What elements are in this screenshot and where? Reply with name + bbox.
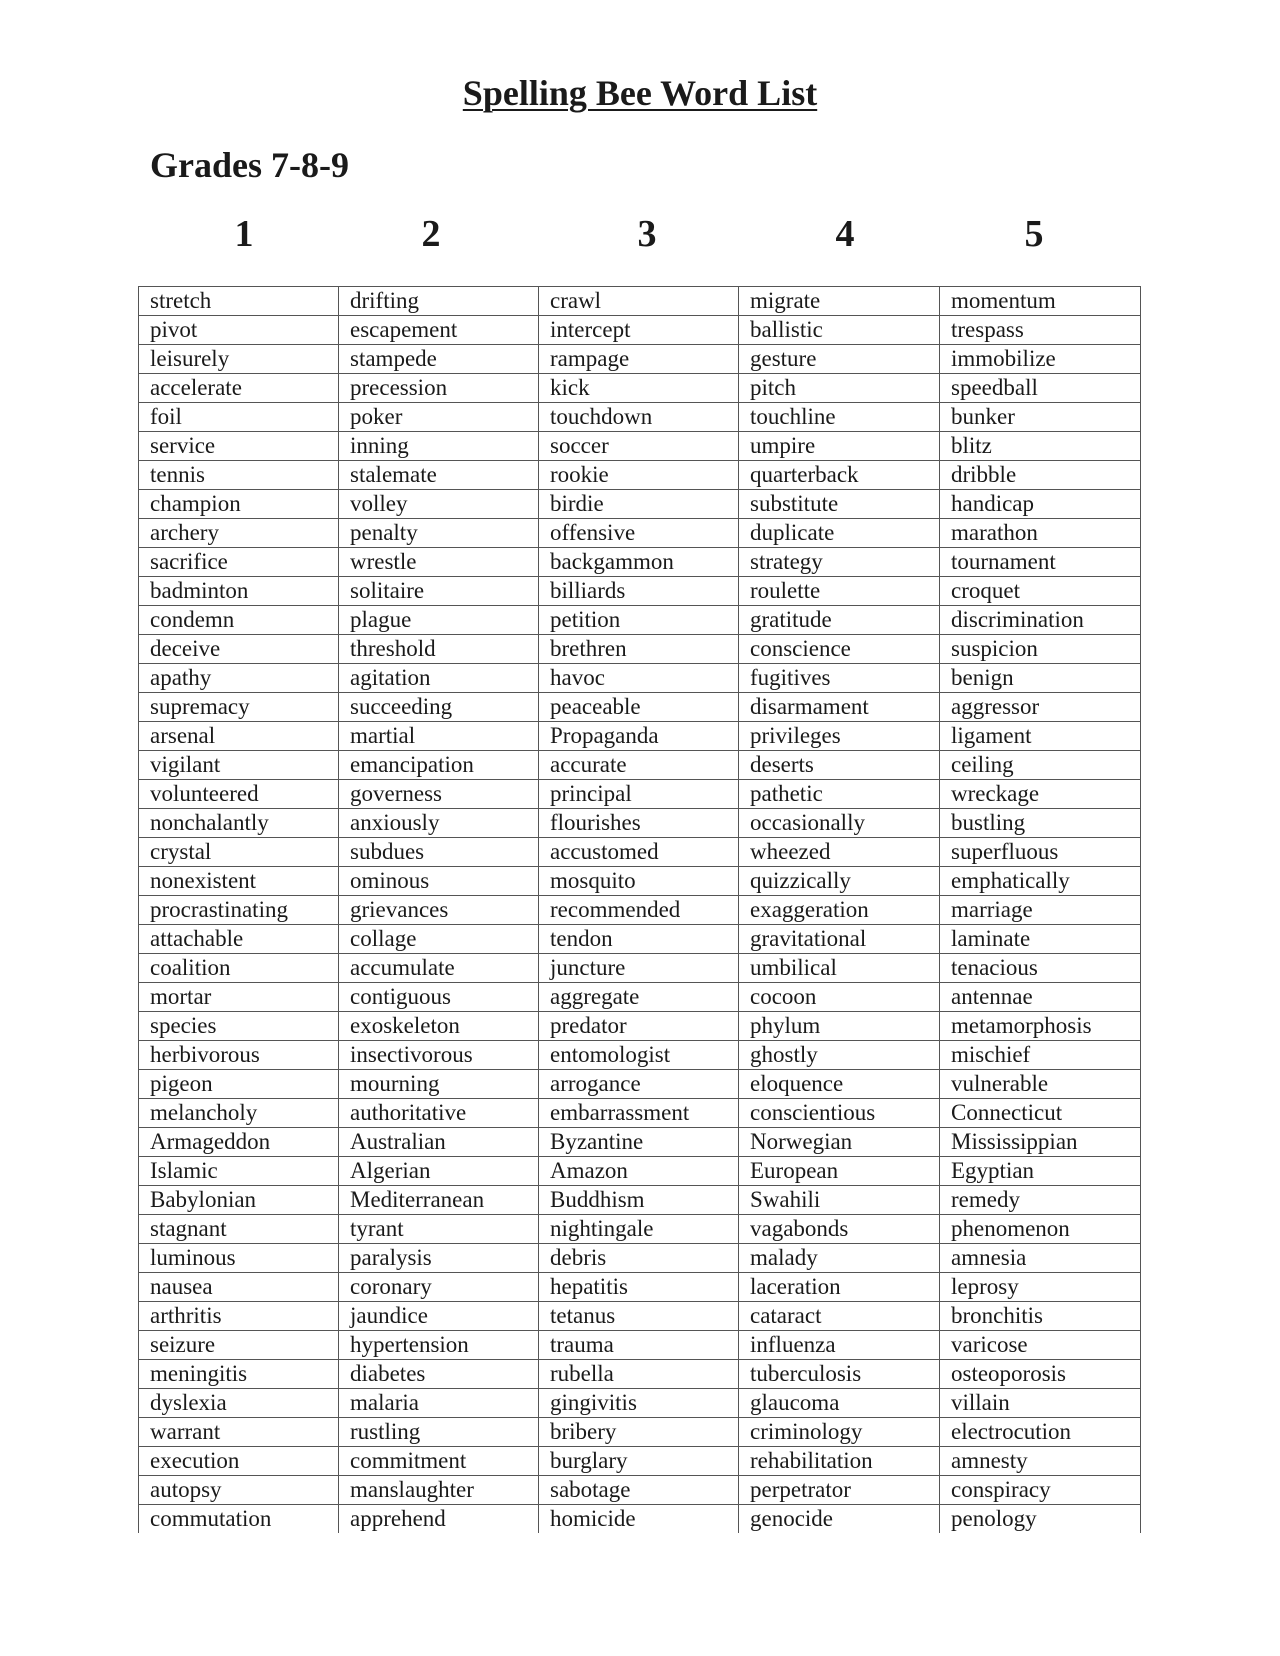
word-cell: ghostly bbox=[739, 1041, 940, 1070]
word-cell: gravitational bbox=[739, 925, 940, 954]
word-cell: apprehend bbox=[339, 1505, 539, 1534]
word-cell: tenacious bbox=[940, 954, 1141, 983]
word-cell: herbivorous bbox=[139, 1041, 339, 1070]
word-cell: handicap bbox=[940, 490, 1141, 519]
table-row bbox=[139, 1360, 1141, 1389]
column-header-5: 5 bbox=[1024, 213, 1044, 255]
word-cell: pivot bbox=[139, 316, 339, 345]
word-cell: rubella bbox=[539, 1360, 739, 1389]
table-row bbox=[139, 1186, 1141, 1215]
word-cell: anxiously bbox=[339, 809, 539, 838]
table-row bbox=[139, 287, 1141, 316]
word-cell: malady bbox=[739, 1244, 940, 1273]
word-cell: emphatically bbox=[940, 867, 1141, 896]
word-cell: havoc bbox=[539, 664, 739, 693]
word-cell: gratitude bbox=[739, 606, 940, 635]
word-cell: wreckage bbox=[940, 780, 1141, 809]
word-cell: stretch bbox=[139, 287, 339, 316]
word-cell: phylum bbox=[739, 1012, 940, 1041]
word-cell: succeeding bbox=[339, 693, 539, 722]
word-cell: marathon bbox=[940, 519, 1141, 548]
word-cell: mourning bbox=[339, 1070, 539, 1099]
table-row bbox=[139, 1041, 1141, 1070]
word-cell: accurate bbox=[539, 751, 739, 780]
table-row bbox=[139, 1215, 1141, 1244]
table-row bbox=[139, 867, 1141, 896]
word-cell: predator bbox=[539, 1012, 739, 1041]
word-cell: luminous bbox=[139, 1244, 339, 1273]
table-row bbox=[139, 316, 1141, 345]
word-cell: stagnant bbox=[139, 1215, 339, 1244]
word-cell: trauma bbox=[539, 1331, 739, 1360]
word-cell: poker bbox=[339, 403, 539, 432]
table-row bbox=[139, 780, 1141, 809]
word-cell: principal bbox=[539, 780, 739, 809]
word-cell: debris bbox=[539, 1244, 739, 1273]
word-cell: contiguous bbox=[339, 983, 539, 1012]
word-cell: remedy bbox=[940, 1186, 1141, 1215]
word-cell: gesture bbox=[739, 345, 940, 374]
word-cell: roulette bbox=[739, 577, 940, 606]
word-cell: homicide bbox=[539, 1505, 739, 1534]
word-cell: fugitives bbox=[739, 664, 940, 693]
word-cell: blitz bbox=[940, 432, 1141, 461]
word-cell: burglary bbox=[539, 1447, 739, 1476]
word-cell: mischief bbox=[940, 1041, 1141, 1070]
word-cell: entomologist bbox=[539, 1041, 739, 1070]
word-cell: meningitis bbox=[139, 1360, 339, 1389]
table-row bbox=[139, 983, 1141, 1012]
word-cell: gingivitis bbox=[539, 1389, 739, 1418]
word-cell: ceiling bbox=[940, 751, 1141, 780]
word-cell: bronchitis bbox=[940, 1302, 1141, 1331]
word-cell: jaundice bbox=[339, 1302, 539, 1331]
word-cell: Amazon bbox=[539, 1157, 739, 1186]
word-cell: tuberculosis bbox=[739, 1360, 940, 1389]
word-cell: coronary bbox=[339, 1273, 539, 1302]
column-header-3: 3 bbox=[637, 213, 657, 255]
word-cell: tyrant bbox=[339, 1215, 539, 1244]
word-cell: accelerate bbox=[139, 374, 339, 403]
table-row bbox=[139, 1302, 1141, 1331]
word-cell: governess bbox=[339, 780, 539, 809]
word-cell: stampede bbox=[339, 345, 539, 374]
column-header-2: 2 bbox=[421, 213, 441, 255]
word-cell: nightingale bbox=[539, 1215, 739, 1244]
word-cell: tendon bbox=[539, 925, 739, 954]
table-row bbox=[139, 461, 1141, 490]
word-cell: strategy bbox=[739, 548, 940, 577]
word-cell: condemn bbox=[139, 606, 339, 635]
word-cell: European bbox=[739, 1157, 940, 1186]
table-row bbox=[139, 809, 1141, 838]
word-cell: diabetes bbox=[339, 1360, 539, 1389]
word-cell: cataract bbox=[739, 1302, 940, 1331]
word-cell: migrate bbox=[739, 287, 940, 316]
word-cell: trespass bbox=[940, 316, 1141, 345]
word-cell: vigilant bbox=[139, 751, 339, 780]
word-cell: inning bbox=[339, 432, 539, 461]
word-cell: benign bbox=[940, 664, 1141, 693]
word-cell: deserts bbox=[739, 751, 940, 780]
word-list-table bbox=[138, 286, 1141, 1533]
word-cell: Egyptian bbox=[940, 1157, 1141, 1186]
word-cell: Swahili bbox=[739, 1186, 940, 1215]
word-cell: champion bbox=[139, 490, 339, 519]
grade-level-heading: Grades 7-8-9 bbox=[150, 145, 349, 185]
word-cell: Byzantine bbox=[539, 1128, 739, 1157]
word-cell: umbilical bbox=[739, 954, 940, 983]
word-cell: quizzically bbox=[739, 867, 940, 896]
word-cell: penology bbox=[940, 1505, 1141, 1534]
word-cell: insectivorous bbox=[339, 1041, 539, 1070]
word-cell: birdie bbox=[539, 490, 739, 519]
word-cell: osteoporosis bbox=[940, 1360, 1141, 1389]
word-cell: leprosy bbox=[940, 1273, 1141, 1302]
word-cell: antennae bbox=[940, 983, 1141, 1012]
word-cell: perpetrator bbox=[739, 1476, 940, 1505]
word-cell: bribery bbox=[539, 1418, 739, 1447]
word-cell: arsenal bbox=[139, 722, 339, 751]
table-row bbox=[139, 548, 1141, 577]
table-row bbox=[139, 1476, 1141, 1505]
word-cell: villain bbox=[940, 1389, 1141, 1418]
word-cell: ligament bbox=[940, 722, 1141, 751]
word-cell: bustling bbox=[940, 809, 1141, 838]
word-cell: Armageddon bbox=[139, 1128, 339, 1157]
word-cell: subdues bbox=[339, 838, 539, 867]
word-cell: precession bbox=[339, 374, 539, 403]
word-cell: soccer bbox=[539, 432, 739, 461]
table-row bbox=[139, 751, 1141, 780]
word-cell: Australian bbox=[339, 1128, 539, 1157]
table-row bbox=[139, 1244, 1141, 1273]
word-cell: billiards bbox=[539, 577, 739, 606]
table-row bbox=[139, 1070, 1141, 1099]
word-cell: apathy bbox=[139, 664, 339, 693]
word-cell: touchdown bbox=[539, 403, 739, 432]
word-cell: pathetic bbox=[739, 780, 940, 809]
table-row bbox=[139, 693, 1141, 722]
word-cell: martial bbox=[339, 722, 539, 751]
table-row bbox=[139, 1418, 1141, 1447]
word-cell: penalty bbox=[339, 519, 539, 548]
word-cell: attachable bbox=[139, 925, 339, 954]
word-cell: electrocution bbox=[940, 1418, 1141, 1447]
word-cell: quarterback bbox=[739, 461, 940, 490]
word-cell: conspiracy bbox=[940, 1476, 1141, 1505]
word-cell: plague bbox=[339, 606, 539, 635]
word-cell: conscientious bbox=[739, 1099, 940, 1128]
word-cell: agitation bbox=[339, 664, 539, 693]
word-cell: foil bbox=[139, 403, 339, 432]
table-row bbox=[139, 664, 1141, 693]
table-row bbox=[139, 1331, 1141, 1360]
word-cell: glaucoma bbox=[739, 1389, 940, 1418]
table-row bbox=[139, 838, 1141, 867]
word-cell: mortar bbox=[139, 983, 339, 1012]
word-cell: leisurely bbox=[139, 345, 339, 374]
table-row bbox=[139, 403, 1141, 432]
word-cell: juncture bbox=[539, 954, 739, 983]
word-cell: collage bbox=[339, 925, 539, 954]
word-cell: dyslexia bbox=[139, 1389, 339, 1418]
word-cell: criminology bbox=[739, 1418, 940, 1447]
word-cell: hepatitis bbox=[539, 1273, 739, 1302]
word-cell: commutation bbox=[139, 1505, 339, 1534]
word-cell: amnesty bbox=[940, 1447, 1141, 1476]
word-cell: tournament bbox=[940, 548, 1141, 577]
word-cell: bunker bbox=[940, 403, 1141, 432]
word-cell: sabotage bbox=[539, 1476, 739, 1505]
word-cell: phenomenon bbox=[940, 1215, 1141, 1244]
word-cell: amnesia bbox=[940, 1244, 1141, 1273]
word-cell: rustling bbox=[339, 1418, 539, 1447]
table-row bbox=[139, 519, 1141, 548]
word-cell: autopsy bbox=[139, 1476, 339, 1505]
word-cell: crawl bbox=[539, 287, 739, 316]
word-cell: influenza bbox=[739, 1331, 940, 1360]
word-cell: recommended bbox=[539, 896, 739, 925]
word-cell: conscience bbox=[739, 635, 940, 664]
word-cell: accustomed bbox=[539, 838, 739, 867]
word-cell: sacrifice bbox=[139, 548, 339, 577]
word-cell: backgammon bbox=[539, 548, 739, 577]
word-cell: ominous bbox=[339, 867, 539, 896]
word-cell: archery bbox=[139, 519, 339, 548]
word-cell: tennis bbox=[139, 461, 339, 490]
word-cell: Mississippian bbox=[940, 1128, 1141, 1157]
word-cell: threshold bbox=[339, 635, 539, 664]
table-row bbox=[139, 925, 1141, 954]
word-cell: badminton bbox=[139, 577, 339, 606]
word-cell: laceration bbox=[739, 1273, 940, 1302]
word-cell: nausea bbox=[139, 1273, 339, 1302]
word-cell: paralysis bbox=[339, 1244, 539, 1273]
word-cell: superfluous bbox=[940, 838, 1141, 867]
table-row bbox=[139, 1157, 1141, 1186]
table-row bbox=[139, 896, 1141, 925]
word-cell: suspicion bbox=[940, 635, 1141, 664]
word-cell: rookie bbox=[539, 461, 739, 490]
table-row bbox=[139, 1128, 1141, 1157]
word-list-body bbox=[139, 287, 1141, 1534]
word-cell: occasionally bbox=[739, 809, 940, 838]
word-cell: Algerian bbox=[339, 1157, 539, 1186]
table-row bbox=[139, 490, 1141, 519]
word-cell: Norwegian bbox=[739, 1128, 940, 1157]
word-cell: Islamic bbox=[139, 1157, 339, 1186]
word-cell: disarmament bbox=[739, 693, 940, 722]
page-title: Spelling Bee Word List bbox=[462, 73, 818, 113]
word-cell: exoskeleton bbox=[339, 1012, 539, 1041]
table-row bbox=[139, 1099, 1141, 1128]
word-cell: tetanus bbox=[539, 1302, 739, 1331]
word-cell: pitch bbox=[739, 374, 940, 403]
table-row bbox=[139, 722, 1141, 751]
word-cell: wrestle bbox=[339, 548, 539, 577]
word-cell: aggregate bbox=[539, 983, 739, 1012]
word-cell: service bbox=[139, 432, 339, 461]
word-cell: manslaughter bbox=[339, 1476, 539, 1505]
word-cell: varicose bbox=[940, 1331, 1141, 1360]
word-cell: emancipation bbox=[339, 751, 539, 780]
word-cell: vulnerable bbox=[940, 1070, 1141, 1099]
word-cell: speedball bbox=[940, 374, 1141, 403]
word-cell: eloquence bbox=[739, 1070, 940, 1099]
word-cell: crystal bbox=[139, 838, 339, 867]
word-cell: ballistic bbox=[739, 316, 940, 345]
word-cell: substitute bbox=[739, 490, 940, 519]
word-cell: intercept bbox=[539, 316, 739, 345]
word-cell: exaggeration bbox=[739, 896, 940, 925]
table-row bbox=[139, 954, 1141, 983]
word-cell: nonexistent bbox=[139, 867, 339, 896]
column-header-1: 1 bbox=[234, 213, 254, 255]
word-cell: Mediterranean bbox=[339, 1186, 539, 1215]
word-cell: petition bbox=[539, 606, 739, 635]
word-cell: grievances bbox=[339, 896, 539, 925]
word-cell: warrant bbox=[139, 1418, 339, 1447]
word-cell: malaria bbox=[339, 1389, 539, 1418]
word-cell: offensive bbox=[539, 519, 739, 548]
word-cell: arthritis bbox=[139, 1302, 339, 1331]
word-cell: genocide bbox=[739, 1505, 940, 1534]
word-cell: stalemate bbox=[339, 461, 539, 490]
word-cell: escapement bbox=[339, 316, 539, 345]
word-cell: nonchalantly bbox=[139, 809, 339, 838]
word-cell: privileges bbox=[739, 722, 940, 751]
table-row bbox=[139, 345, 1141, 374]
word-cell: discrimination bbox=[940, 606, 1141, 635]
table-row bbox=[139, 577, 1141, 606]
table-row bbox=[139, 1389, 1141, 1418]
word-cell: Babylonian bbox=[139, 1186, 339, 1215]
word-cell: solitaire bbox=[339, 577, 539, 606]
table-row bbox=[139, 1447, 1141, 1476]
word-cell: supremacy bbox=[139, 693, 339, 722]
word-cell: marriage bbox=[940, 896, 1141, 925]
word-cell: aggressor bbox=[940, 693, 1141, 722]
word-cell: dribble bbox=[940, 461, 1141, 490]
table-row bbox=[139, 1505, 1141, 1534]
word-cell: vagabonds bbox=[739, 1215, 940, 1244]
word-cell: mosquito bbox=[539, 867, 739, 896]
word-cell: peaceable bbox=[539, 693, 739, 722]
word-cell: seizure bbox=[139, 1331, 339, 1360]
word-cell: accumulate bbox=[339, 954, 539, 983]
word-cell: Connecticut bbox=[940, 1099, 1141, 1128]
column-header-4: 4 bbox=[835, 213, 855, 255]
word-cell: drifting bbox=[339, 287, 539, 316]
word-cell: Propaganda bbox=[539, 722, 739, 751]
word-cell: touchline bbox=[739, 403, 940, 432]
word-cell: embarrassment bbox=[539, 1099, 739, 1128]
table-row bbox=[139, 635, 1141, 664]
word-cell: deceive bbox=[139, 635, 339, 664]
word-cell: commitment bbox=[339, 1447, 539, 1476]
word-cell: wheezed bbox=[739, 838, 940, 867]
word-cell: immobilize bbox=[940, 345, 1141, 374]
word-cell: coalition bbox=[139, 954, 339, 983]
word-cell: umpire bbox=[739, 432, 940, 461]
word-cell: authoritative bbox=[339, 1099, 539, 1128]
word-cell: volunteered bbox=[139, 780, 339, 809]
word-cell: pigeon bbox=[139, 1070, 339, 1099]
word-cell: arrogance bbox=[539, 1070, 739, 1099]
table-row bbox=[139, 1273, 1141, 1302]
word-cell: species bbox=[139, 1012, 339, 1041]
word-cell: cocoon bbox=[739, 983, 940, 1012]
word-cell: duplicate bbox=[739, 519, 940, 548]
table-row bbox=[139, 606, 1141, 635]
table-row bbox=[139, 374, 1141, 403]
word-cell: volley bbox=[339, 490, 539, 519]
word-cell: hypertension bbox=[339, 1331, 539, 1360]
word-cell: rehabilitation bbox=[739, 1447, 940, 1476]
word-cell: croquet bbox=[940, 577, 1141, 606]
table-row bbox=[139, 1012, 1141, 1041]
word-cell: metamorphosis bbox=[940, 1012, 1141, 1041]
word-cell: execution bbox=[139, 1447, 339, 1476]
word-cell: kick bbox=[539, 374, 739, 403]
word-cell: melancholy bbox=[139, 1099, 339, 1128]
table-row bbox=[139, 432, 1141, 461]
word-cell: momentum bbox=[940, 287, 1141, 316]
word-cell: brethren bbox=[539, 635, 739, 664]
word-cell: laminate bbox=[940, 925, 1141, 954]
word-cell: procrastinating bbox=[139, 896, 339, 925]
word-cell: flourishes bbox=[539, 809, 739, 838]
word-cell: Buddhism bbox=[539, 1186, 739, 1215]
word-cell: rampage bbox=[539, 345, 739, 374]
